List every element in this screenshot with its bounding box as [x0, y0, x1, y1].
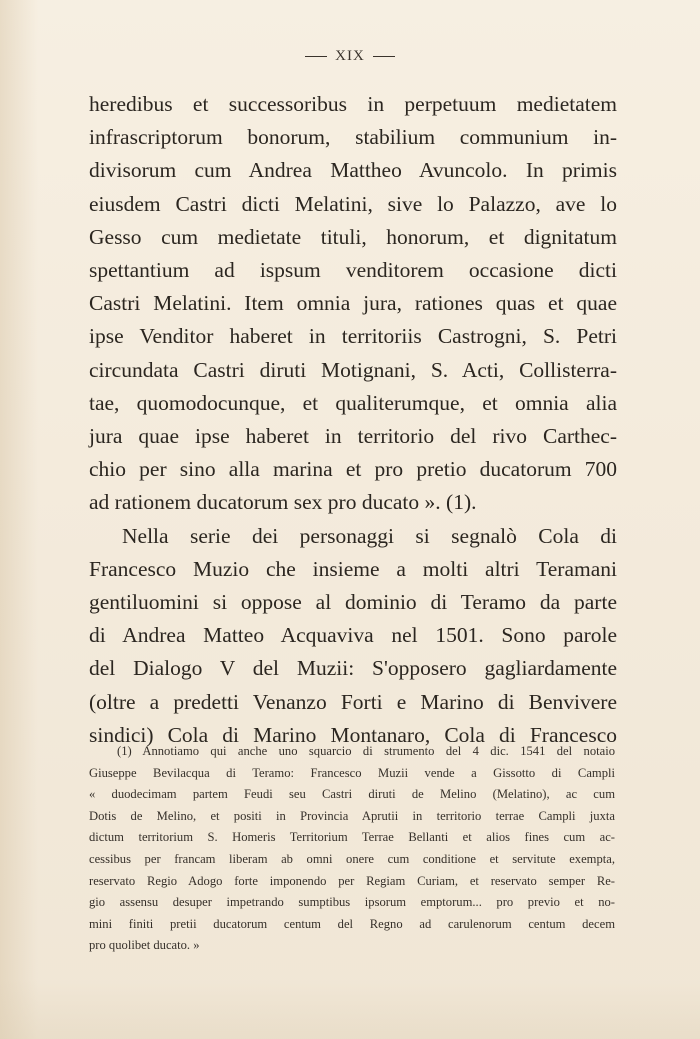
body-line: jura quae ipse haberet in territorio del rivo Carthec-: [89, 424, 617, 449]
footnote-line: pro quolibet ducato. »: [89, 938, 200, 953]
header-dash-left: [305, 56, 327, 57]
body-line: heredibus et successoribus in perpetuum medietatem: [89, 92, 617, 116]
page-number: XIX: [335, 48, 365, 64]
body-line: eiusdem Castri dicti Melatini, sive lo Palazzo, ave lo: [89, 191, 617, 216]
paragraph-first-line: Nella serie dei personaggi si segnalò Cola di: [122, 523, 617, 548]
body-line: spettantium ad ispsum venditorem occasione dicti: [89, 258, 617, 283]
footnote-line: « duodecimam partem Feudi seu Castri diruti de Melino (Melatino), ac cum: [89, 787, 615, 802]
footnote-line: reservato Regio Adogo forte imponendo per Regiam Curiam, et reservato semper Re-: [89, 873, 615, 888]
body-line: Francesco Muzio che insieme a molti altri Teramani: [89, 556, 617, 581]
footnote-line: gio assensu desuper impetrando sumptibus ipsorum emptorum... pro previo et no-: [89, 895, 615, 910]
running-header: [0, 48, 700, 65]
page-bottom-shading: [0, 979, 700, 1039]
body-line: gentiluomini si oppose al dominio di Teramo da parte: [89, 590, 617, 615]
footnote-line: Giuseppe Bevilacqua di Teramo: Francesco Muzii vende a Gissotto di Campli: [89, 765, 615, 780]
footnote-line: Dotis de Melino, et positi in Provincia Aprutii in territorio terrae Campli juxta: [89, 808, 615, 823]
body-line: chio per sino alla marina et pro pretio ducatorum 700: [89, 457, 617, 482]
footnote-block: [89, 741, 615, 957]
body-line: divisorum cum Andrea Mattheo Avuncolo. In primis: [89, 158, 617, 183]
body-line: di Andrea Matteo Acquaviva nel 1501. Sono parole: [89, 623, 617, 648]
footnote-line: cessibus per francam liberam ab omni onere cum conditione et servitute exempta,: [89, 851, 615, 866]
footnote-line: dictum territorium S. Homeris Territorium Terrae Bellanti et alios fines cum ac-: [89, 830, 615, 845]
body-line: circundata Castri diruti Motignani, S. Acti, Collisterra-: [89, 357, 617, 382]
footnote-line: mini finiti pretii ducatorum centum del Regno ad carulenorum centum decem: [89, 916, 615, 931]
body-line: ipse Venditor haberet in territoriis Castrogni, S. Petri: [89, 324, 617, 349]
body-line: tae, quomodocunque, et qualiterumque, et omnia alia: [89, 390, 617, 415]
header-dash-right: [373, 56, 395, 57]
body-line: del Dialogo V del Muzii: S'opposero gagliardamente: [89, 656, 617, 681]
body-line: Gesso cum medietate tituli, honorum, et dignitatum: [89, 224, 617, 249]
footnote-line: (1) Annotiamo qui anche uno squarcio di strumento del 4 dic. 1541 del notaio: [117, 744, 615, 758]
body-line: (oltre a predetti Venanzo Forti e Marino di Benvivere: [89, 689, 617, 714]
body-line: sindici) Cola di Marino Montanaro, Cola di Francesco: [89, 722, 617, 747]
body-line: infrascriptorum bonorum, stabilium communium in-: [89, 125, 617, 150]
page-gutter-shading: [0, 0, 38, 1039]
body-line: Castri Melatini. Item omnia jura, rationes quas et quae: [89, 291, 617, 316]
main-text: [89, 88, 617, 752]
body-line: ad rationem ducatorum sex pro ducato ». (1).: [89, 490, 477, 515]
